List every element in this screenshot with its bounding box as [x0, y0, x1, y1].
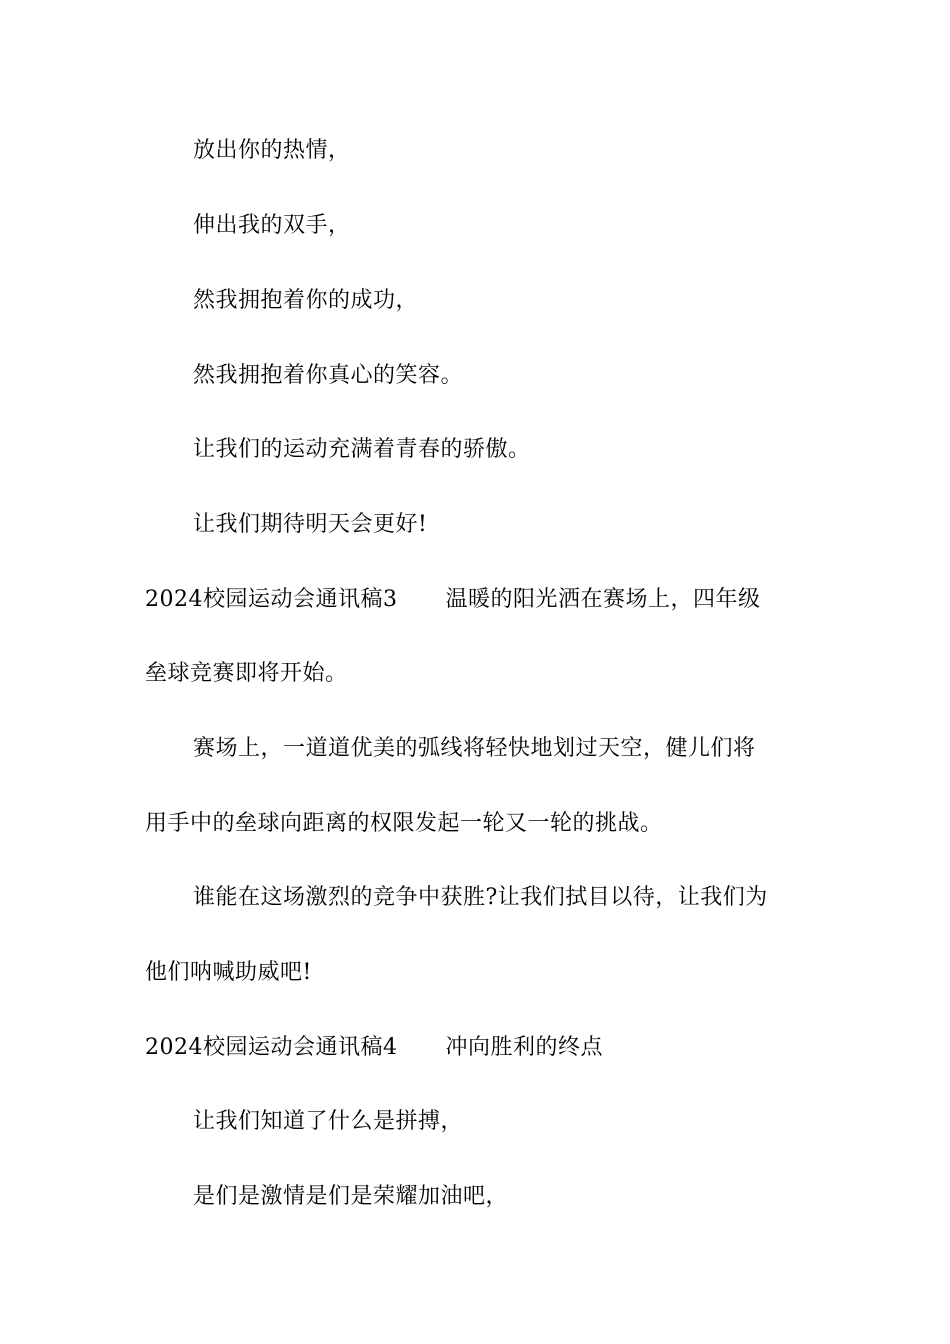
section-intro-text: 冲向胜利的终点 — [445, 1035, 604, 1060]
paragraph-line: 伸出我的双手， — [193, 213, 351, 238]
paragraph-line: 谁能在这场激烈的竞争中获胜?让我们拭目以待，让我们为 — [193, 885, 768, 910]
paragraph-line: 他们呐喊助威吧! — [145, 960, 312, 985]
section-heading-line — [145, 1033, 603, 1063]
section-intro-text: 温暖的阳光洒在赛场上，四年级 — [445, 587, 761, 612]
paragraph-line: 放出你的热情， — [193, 138, 351, 163]
section-title: 2024校园运动会通讯稿3 — [145, 587, 398, 612]
paragraph-line: 让我们期待明天会更好! — [193, 512, 428, 537]
paragraph-line: 是们是激情是们是荣耀加油吧， — [193, 1184, 509, 1209]
paragraph-line: 然我拥抱着你真心的笑容。 — [193, 363, 464, 388]
paragraph-line: 赛场上，一道道优美的弧线将轻快地划过天空，健儿们将 — [193, 736, 756, 761]
section-title: 2024校园运动会通讯稿4 — [145, 1035, 398, 1060]
paragraph-line: 然我拥抱着你的成功， — [193, 288, 419, 313]
paragraph-line: 垒球竞赛即将开始。 — [145, 661, 348, 686]
section-heading-line — [145, 585, 761, 615]
paragraph-line: 让我们的运动充满着青春的骄傲。 — [193, 437, 531, 462]
paragraph-line: 让我们知道了什么是拼搏， — [193, 1109, 464, 1134]
paragraph-line: 用手中的垒球向距离的权限发起一轮又一轮的挑战。 — [145, 811, 663, 836]
